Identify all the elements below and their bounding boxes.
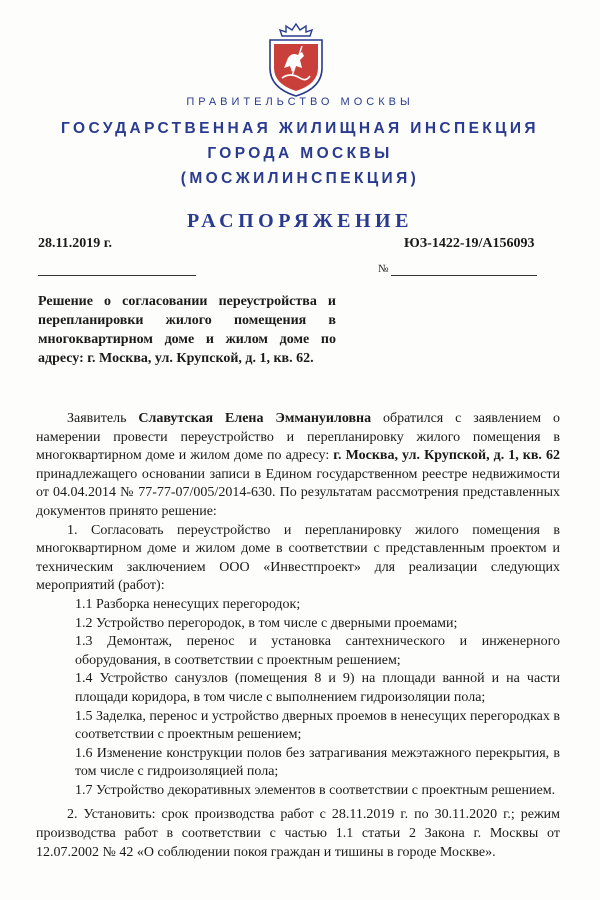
- intro-text: принадлежащего основании записи в Едином государственном реестре недвижимости от 04.04.2014 № 77-77-07/005/2014-630. По результатам рассмотрения представленных документов принято решение:: [36, 466, 560, 519]
- intro-text: Заявитель: [67, 411, 139, 426]
- intro-paragraph: [36, 410, 560, 522]
- subitem: 1.5 Заделка, перенос и устройство дверных проемов в ненесущих перегородках в соответствии с проектным решением;: [75, 708, 560, 743]
- government-title: ПРАВИТЕЛЬСТВО МОСКВЫ: [186, 96, 414, 108]
- inspection-title-line3: (МОСЖИЛИНСПЕКЦИЯ): [180, 170, 420, 187]
- subitem: 1.1 Разборка ненесущих перегородок;: [75, 596, 301, 612]
- intro-text: обратился с заявлением о намерении провести переустройство и перепланировку жилого помещения в многоквартирном доме и жилом доме по адресу:: [36, 411, 560, 464]
- document-subject: Решение о согласовании переустройства и перепланировки жилого помещения в многоквартирном доме и жилом доме по адресу: г. Москва, ул. Крупской, д. 1, кв. 62.: [38, 294, 336, 366]
- date-underline: [38, 275, 196, 276]
- document-date: 28.11.2019 г.: [38, 236, 113, 251]
- document-number: ЮЗ-1422-19/А156093: [404, 236, 535, 251]
- decision-item-2: 2. Установить: срок производства работ с 28.11.2019 г. по 30.11.2020 г.; режим производства работ в соответствии с частью 1.1 статьи 2 Закона г. Москвы от 12.07.2002 № 42 «О соблюдении покоя граждан и тишины в городе Москве».: [36, 807, 560, 860]
- subitem: 1.3 Демонтаж, перенос и установка сантехнического и инженерного оборудования, в соответствии с проектным решением;: [75, 634, 560, 668]
- decision-item-1: 1. Согласовать переустройство и перепланировку жилого помещения в многоквартирном доме и жилом доме в соответствии с представленным проектом и техническим заключением ООО «Инвестпроект» для реализации следующих мероприятий (работ):: [36, 522, 560, 594]
- number-underline: [391, 275, 537, 276]
- number-sign: №: [378, 263, 389, 275]
- subitem: 1.2 Устройство перегородок, в том числе с дверными проемами;: [75, 615, 458, 631]
- subitem: 1.6 Изменение конструкции полов без затрагивания межэтажного перекрытия, в том числе с гидроизоляцией пола;: [75, 745, 560, 780]
- inspection-title-line1: ГОСУДАРСТВЕННАЯ ЖИЛИЩНАЯ ИНСПЕКЦИЯ: [61, 120, 539, 137]
- moscow-coat-of-arms-icon: [262, 22, 330, 98]
- document-type-title: РАСПОРЯЖЕНИЕ: [187, 210, 413, 232]
- subitem: 1.4 Устройство санузлов (помещения 8 и 9) на площади ванной и на части площади коридора, в том числе с выполнением гидроизоляции пола;: [75, 671, 560, 705]
- property-address: г. Москва, ул. Крупской, д. 1, кв. 62: [333, 448, 560, 464]
- applicant-name: Славутская Елена Эммануиловна: [138, 411, 372, 426]
- subitem: 1.7 Устройство декоративных элементов в соответствии с проектным решением.: [75, 782, 556, 798]
- inspection-title-line2: ГОРОДА МОСКВЫ: [207, 145, 393, 162]
- document-body: [36, 410, 560, 862]
